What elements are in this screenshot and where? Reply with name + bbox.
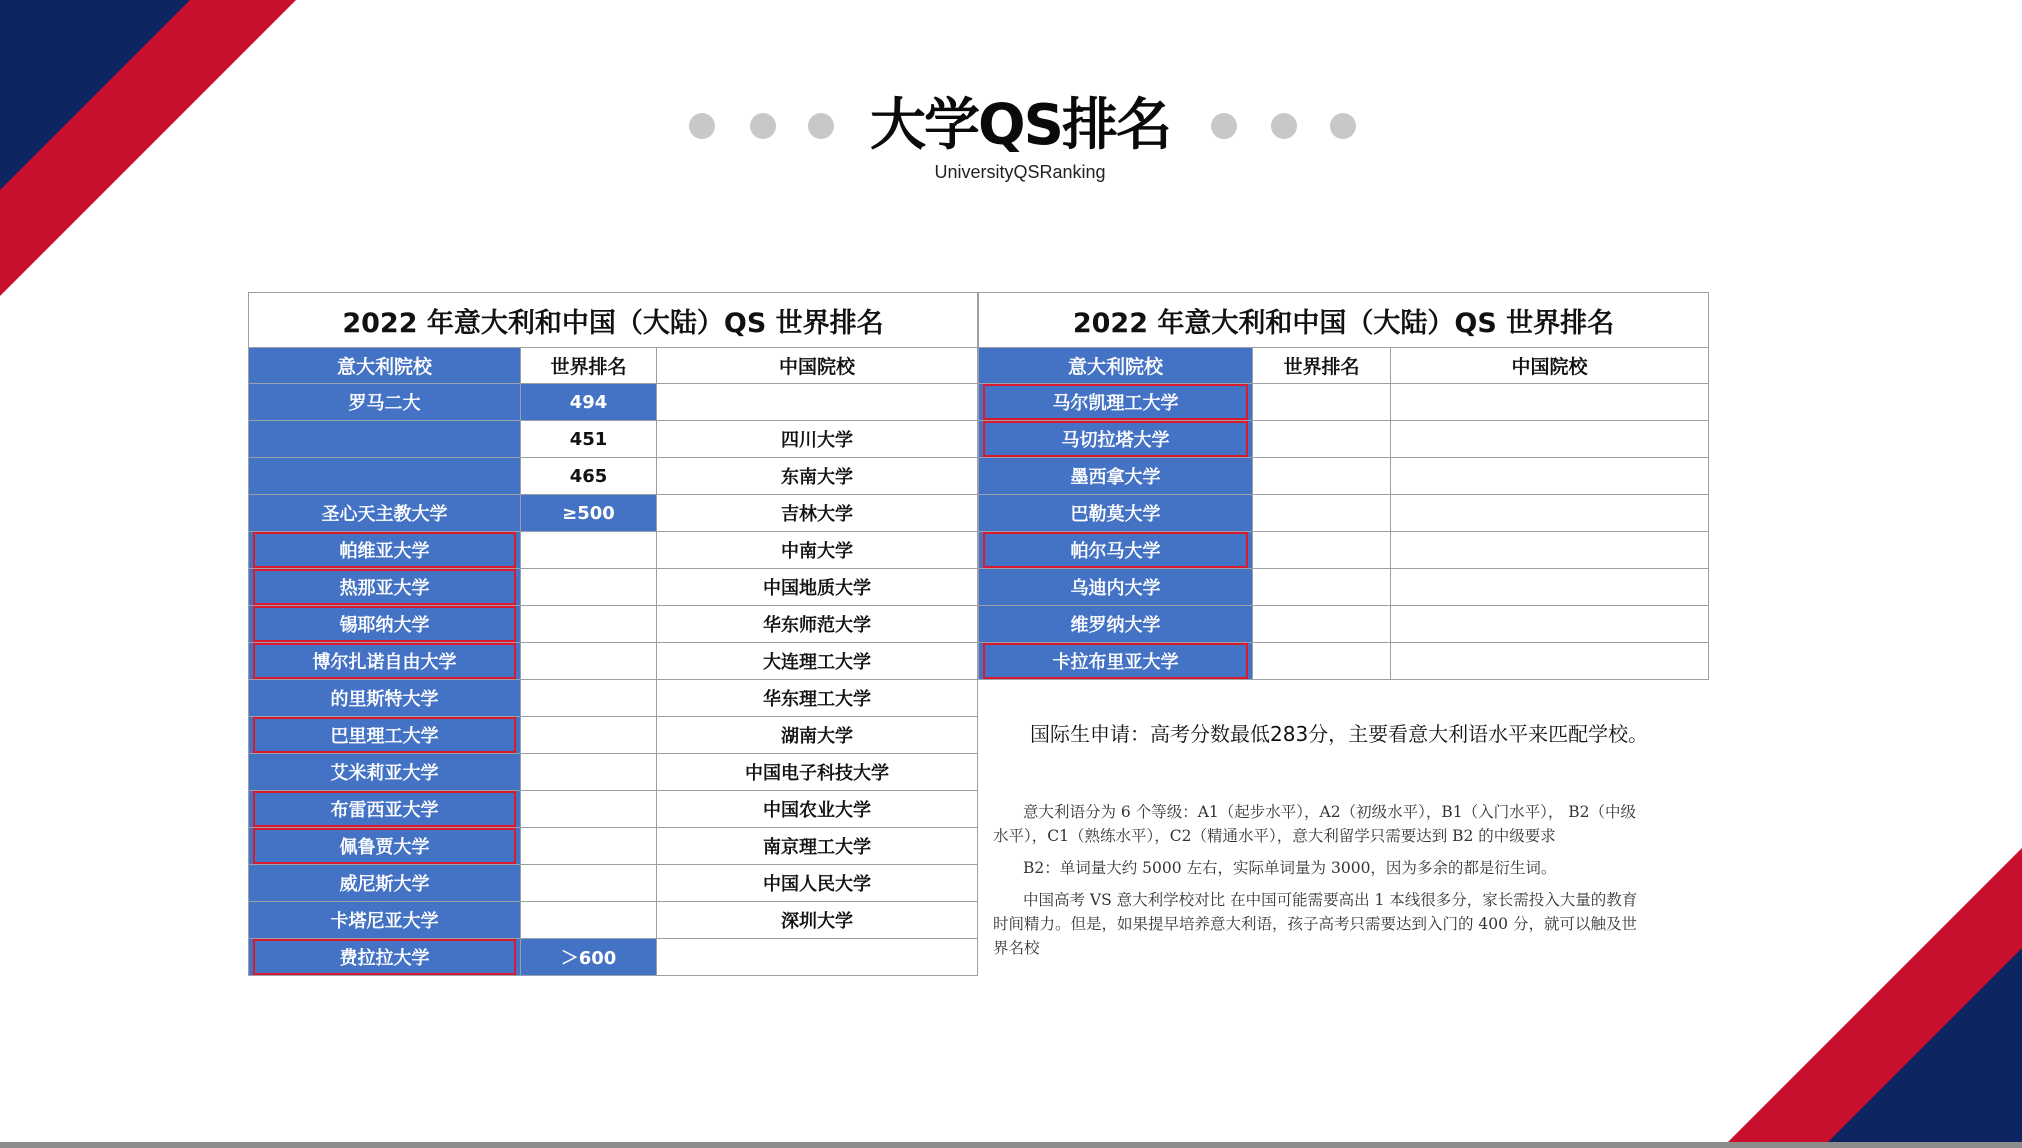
language-levels-paragraph: 意大利语分为 6 个等级：A1（起步水平），A2（初级水平），B1（入门水平）， B2（中级水平），C1（熟练水平），C2（精通水平），意大利留学只需要达到 B2 的中级要求 (993, 803, 1637, 845)
table-row (249, 828, 978, 865)
china-school-cell: 中国地质大学 (657, 569, 978, 606)
bottom-right-decoration (1722, 848, 2022, 1148)
italy-school-cell (249, 421, 521, 458)
italy-school-cell (979, 606, 1253, 643)
table-row (249, 791, 978, 828)
world-rank-cell (521, 902, 657, 939)
italy-school-name: 的里斯特大学 (330, 689, 439, 710)
world-rank-cell (1253, 532, 1391, 569)
italy-school-name: 罗马二大 (348, 393, 421, 414)
italy-school-name: 巴里理工大学 (253, 717, 516, 753)
china-school-cell: 东南大学 (657, 458, 978, 495)
italy-school-cell (979, 458, 1253, 495)
italy-school-name: 圣心天主教大学 (321, 504, 448, 525)
china-school-cell: 中南大学 (657, 532, 978, 569)
world-rank-cell: ＞600 (521, 939, 657, 976)
world-rank-cell: 494 (521, 384, 657, 421)
world-rank-cell (1253, 421, 1391, 458)
china-school-cell (1391, 643, 1709, 680)
table-row (979, 384, 1709, 421)
italy-school-cell (249, 643, 521, 680)
china-school-cell (657, 939, 978, 976)
italy-school-cell (249, 717, 521, 754)
italy-school-name: 乌迪内大学 (1070, 578, 1161, 599)
italy-school-cell (979, 643, 1253, 680)
china-school-cell (1391, 569, 1709, 606)
title-dot (1330, 113, 1356, 139)
bottom-bar (0, 1142, 2022, 1148)
china-school-cell: 南京理工大学 (657, 828, 978, 865)
header-italy-school: 意大利院校 (249, 348, 521, 384)
table-row (249, 532, 978, 569)
world-rank-cell (521, 569, 657, 606)
italy-school-name: 费拉拉大学 (253, 939, 516, 975)
italy-school-name: 锡耶纳大学 (253, 606, 516, 642)
header-world-rank: 世界排名 (521, 348, 657, 384)
italy-school-name: 巴勒莫大学 (1070, 504, 1161, 525)
china-school-cell: 中国人民大学 (657, 865, 978, 902)
china-school-cell: 华东师范大学 (657, 606, 978, 643)
italy-school-name (253, 458, 516, 494)
vocabulary-paragraph: B2：单词量大约 5000 左右，实际单词量为 3000，因为多余的都是衍生词。 (1023, 859, 1557, 877)
page-title: 大学QS排名 (870, 93, 1170, 158)
world-rank-cell (521, 680, 657, 717)
italy-school-cell (249, 532, 521, 569)
table-row (249, 458, 978, 495)
table-caption: 2022 年意大利和中国（大陆）QS 世界排名 (979, 293, 1709, 348)
title-dot (1271, 113, 1297, 139)
italy-school-name: 帕尔马大学 (983, 532, 1248, 568)
italy-school-cell (979, 421, 1253, 458)
world-rank-cell (1253, 569, 1391, 606)
world-rank-cell (521, 532, 657, 569)
italy-school-cell (249, 754, 521, 791)
italy-school-cell (979, 384, 1253, 421)
header-italy-school: 意大利院校 (979, 348, 1253, 384)
china-school-cell (1391, 458, 1709, 495)
table-row (979, 495, 1709, 532)
world-rank-cell (521, 791, 657, 828)
title-dot (750, 113, 776, 139)
table-row (979, 458, 1709, 495)
table-row (249, 421, 978, 458)
table-row (249, 717, 978, 754)
italy-school-name: 帕维亚大学 (253, 532, 516, 568)
gaokao-comparison-paragraph: 中国高考 VS 意大利学校对比 在中国可能需要高出 1 本线很多分，家长需投入大量的教育时间精力。但是，如果提早培养意大利语，孩子高考只需要达到入门的 400 分，就可以触及世界名校 (993, 891, 1638, 957)
world-rank-cell (521, 828, 657, 865)
italy-school-cell (249, 606, 521, 643)
china-school-cell (1391, 495, 1709, 532)
table-row (249, 606, 978, 643)
header-china-school: 中国院校 (1391, 348, 1709, 384)
world-rank-cell (1253, 384, 1391, 421)
italy-school-name: 墨西拿大学 (1070, 467, 1161, 488)
ranking-table-right-body (979, 384, 1709, 680)
title-area (0, 86, 2022, 196)
ranking-table-left (248, 292, 978, 976)
page-subtitle: UniversityQSRanking (934, 162, 1106, 182)
title-dot (689, 113, 715, 139)
table-row (249, 902, 978, 939)
china-school-cell (1391, 421, 1709, 458)
table-row (249, 754, 978, 791)
world-rank-cell (521, 717, 657, 754)
italy-school-name: 维罗纳大学 (1070, 615, 1161, 636)
italy-school-name: 威尼斯大学 (339, 874, 430, 895)
italy-school-name: 艾米莉亚大学 (330, 763, 439, 784)
world-rank-cell: 465 (521, 458, 657, 495)
china-school-cell: 中国电子科技大学 (657, 754, 978, 791)
table-row (979, 569, 1709, 606)
china-school-cell: 华东理工大学 (657, 680, 978, 717)
italy-school-cell (249, 384, 521, 421)
italy-school-name: 卡塔尼亚大学 (330, 911, 439, 932)
world-rank-cell (521, 643, 657, 680)
table-row (979, 532, 1709, 569)
language-info-block (993, 800, 1643, 968)
italy-school-cell (249, 569, 521, 606)
table-row (249, 680, 978, 717)
italy-school-cell (979, 569, 1253, 606)
italy-school-cell (249, 458, 521, 495)
italy-school-cell (249, 495, 521, 532)
world-rank-cell (1253, 458, 1391, 495)
header-china-school: 中国院校 (657, 348, 978, 384)
china-school-cell: 大连理工大学 (657, 643, 978, 680)
table-row (249, 643, 978, 680)
italy-school-name: 马尔凯理工大学 (983, 384, 1248, 420)
italy-school-cell (249, 680, 521, 717)
intl-application-note: 国际生申请：高考分数最低283分，主要看意大利语水平来匹配学校。 (1030, 722, 1649, 746)
world-rank-cell (521, 865, 657, 902)
table-row (249, 865, 978, 902)
italy-school-cell (249, 791, 521, 828)
italy-school-name: 佩鲁贾大学 (253, 828, 516, 864)
italy-school-cell (979, 532, 1253, 569)
china-school-cell: 中国农业大学 (657, 791, 978, 828)
italy-school-name: 热那亚大学 (253, 569, 516, 605)
ranking-table-left-body (249, 384, 978, 976)
italy-school-name: 马切拉塔大学 (983, 421, 1248, 457)
china-school-cell (1391, 384, 1709, 421)
table-row (979, 606, 1709, 643)
title-dot (1211, 113, 1237, 139)
world-rank-cell (521, 754, 657, 791)
table-row (249, 569, 978, 606)
italy-school-name: 博尔扎诺自由大学 (253, 643, 516, 679)
italy-school-name: 布雷西亚大学 (253, 791, 516, 827)
italy-school-cell (249, 828, 521, 865)
world-rank-cell: ≥500 (521, 495, 657, 532)
italy-school-cell (249, 865, 521, 902)
table-row (249, 384, 978, 421)
china-school-cell: 吉林大学 (657, 495, 978, 532)
china-school-cell: 深圳大学 (657, 902, 978, 939)
table-row (249, 939, 978, 976)
italy-school-cell (979, 495, 1253, 532)
china-school-cell (657, 384, 978, 421)
table-row (979, 643, 1709, 680)
italy-school-name: 卡拉布里亚大学 (983, 643, 1248, 679)
ranking-table-right (978, 292, 1709, 680)
world-rank-cell: 451 (521, 421, 657, 458)
world-rank-cell (1253, 643, 1391, 680)
world-rank-cell (1253, 606, 1391, 643)
china-school-cell: 四川大学 (657, 421, 978, 458)
table-caption: 2022 年意大利和中国（大陆）QS 世界排名 (249, 293, 978, 348)
china-school-cell: 湖南大学 (657, 717, 978, 754)
china-school-cell (1391, 532, 1709, 569)
world-rank-cell (521, 606, 657, 643)
china-school-cell (1391, 606, 1709, 643)
italy-school-cell (249, 939, 521, 976)
world-rank-cell (1253, 495, 1391, 532)
table-row (979, 421, 1709, 458)
italy-school-name (253, 421, 516, 457)
italy-school-cell (249, 902, 521, 939)
table-row (249, 495, 978, 532)
header-world-rank: 世界排名 (1253, 348, 1391, 384)
